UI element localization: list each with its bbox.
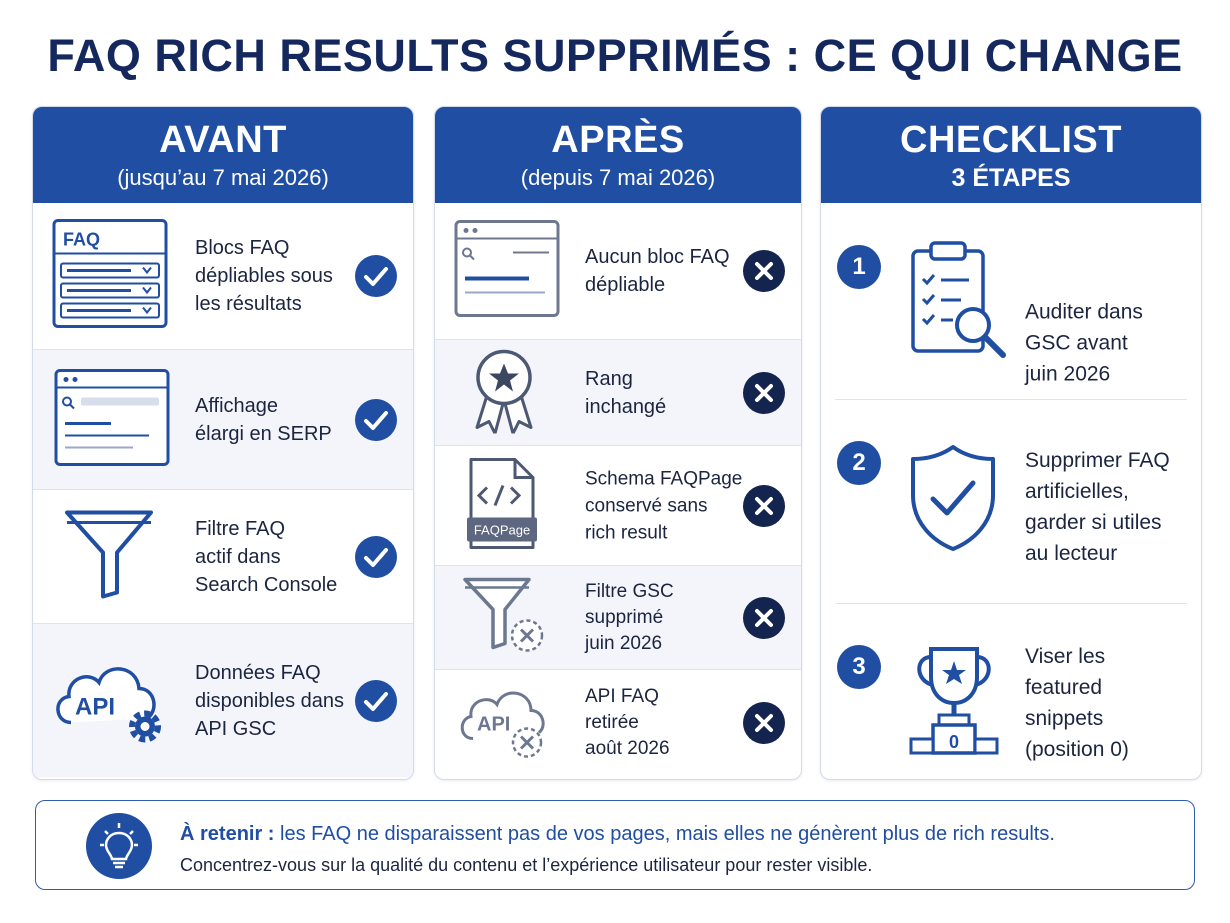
cross-icon: [743, 485, 785, 527]
avant-item-text: Affichage élargi en SERP: [195, 394, 332, 445]
step-text: Auditer dans GSC avant juin 2026: [1025, 300, 1143, 386]
apres-item-text: Filtre GSC supprimé juin 2026: [585, 580, 674, 654]
key-takeaway-label: À retenir :: [180, 823, 275, 845]
panel-checklist: [820, 106, 1202, 780]
code-file-icon: [465, 455, 539, 556]
apres-item-text: API FAQ retirée août 2026: [585, 685, 670, 759]
cross-icon: [743, 250, 785, 292]
apres-item-rank-unchanged: [435, 339, 801, 445]
faq-icon-label: FAQ: [63, 229, 101, 250]
page-title: FAQ RICH RESULTS SUPPRIMÉS : CE QUI CHANGE: [47, 30, 1183, 81]
apres-item-text: Schema FAQPage conservé sans rich result: [585, 468, 743, 543]
api-icon-label: API: [75, 693, 116, 720]
apres-item-text: Rang inchangé: [585, 367, 667, 418]
check-icon: [355, 399, 397, 441]
api-cross-icon-label: API: [477, 713, 511, 735]
panel-avant-header: [33, 107, 413, 203]
serp-window-icon: [53, 367, 171, 472]
avant-item-text: Filtre FAQ actif dans Search Console: [195, 517, 338, 596]
key-takeaway-subtext: Concentrez-vous sur la qualité du contenu et l’expérience utilisateur pour rester visible.: [180, 855, 873, 875]
key-takeaway-text: [180, 823, 1055, 846]
cross-icon: [743, 372, 785, 414]
cross-icon: [743, 597, 785, 639]
apres-item-gsc-filter-removed: [435, 565, 801, 669]
panel-checklist-title: CHECKLIST: [900, 119, 1122, 161]
funnel-icon: [61, 506, 157, 607]
panel-apres-header: [435, 107, 801, 203]
step-number: 3: [837, 645, 881, 689]
apres-item-api-removed: [435, 669, 801, 775]
cloud-api-cross-icon: [455, 680, 555, 765]
check-icon: [355, 680, 397, 722]
avant-item-serp-display: [33, 349, 413, 489]
panel-apres-title: APRÈS: [551, 119, 685, 161]
panel-avant-title: AVANT: [159, 119, 287, 161]
avant-item-faq-blocks: [33, 203, 413, 349]
avant-item-text: Blocs FAQ dépliables sous les résultats: [195, 237, 333, 315]
step-number: 2: [837, 441, 881, 485]
panel-avant-subtitle: (jusqu’au 7 mai 2026): [117, 165, 329, 190]
shield-check-icon: [907, 443, 999, 558]
apres-item-text: Aucun bloc FAQ dépliable: [585, 246, 730, 296]
key-takeaway-message: les FAQ ne disparaissent pas de vos pages, mais elles ne génèrent plus de rich results.: [280, 823, 1055, 845]
clipboard-search-icon: [907, 237, 1011, 366]
trophy-icon: [907, 643, 1001, 762]
step-divider: [835, 603, 1187, 604]
funnel-cross-icon: [461, 573, 547, 662]
step-divider: [835, 399, 1187, 400]
apres-item-no-faq-block: [435, 203, 801, 339]
cross-icon: [743, 702, 785, 744]
apres-item-schema-kept: [435, 445, 801, 565]
key-takeaway-box: [35, 800, 1195, 890]
panel-apres-subtitle: (depuis 7 mai 2026): [520, 165, 716, 190]
award-ribbon-icon: [471, 347, 537, 438]
browser-window-icon: [453, 219, 561, 324]
panel-checklist-header: [821, 107, 1201, 203]
faq-list-icon: [51, 218, 169, 335]
panel-apres: [434, 106, 802, 780]
step-text: Viser les featured snippets (position 0): [1025, 645, 1129, 761]
panel-checklist-subtitle: 3 ÉTAPES: [951, 164, 1071, 192]
step-text: Supprimer FAQ artificielles, garder si utiles au lecteur: [1025, 449, 1170, 565]
lightbulb-icon: [86, 813, 152, 879]
cloud-api-gear-icon: [49, 648, 173, 753]
avant-item-text: Données FAQ disponibles dans API GSC: [195, 661, 344, 740]
step-number: 1: [837, 245, 881, 289]
avant-item-faq-filter: [33, 489, 413, 623]
trophy-icon-label: 0: [948, 732, 960, 752]
avant-item-api-data: [33, 623, 413, 777]
check-icon: [355, 255, 397, 297]
faqpage-icon-label: FAQPage: [473, 522, 531, 537]
panel-avant: [32, 106, 414, 780]
check-icon: [355, 536, 397, 578]
